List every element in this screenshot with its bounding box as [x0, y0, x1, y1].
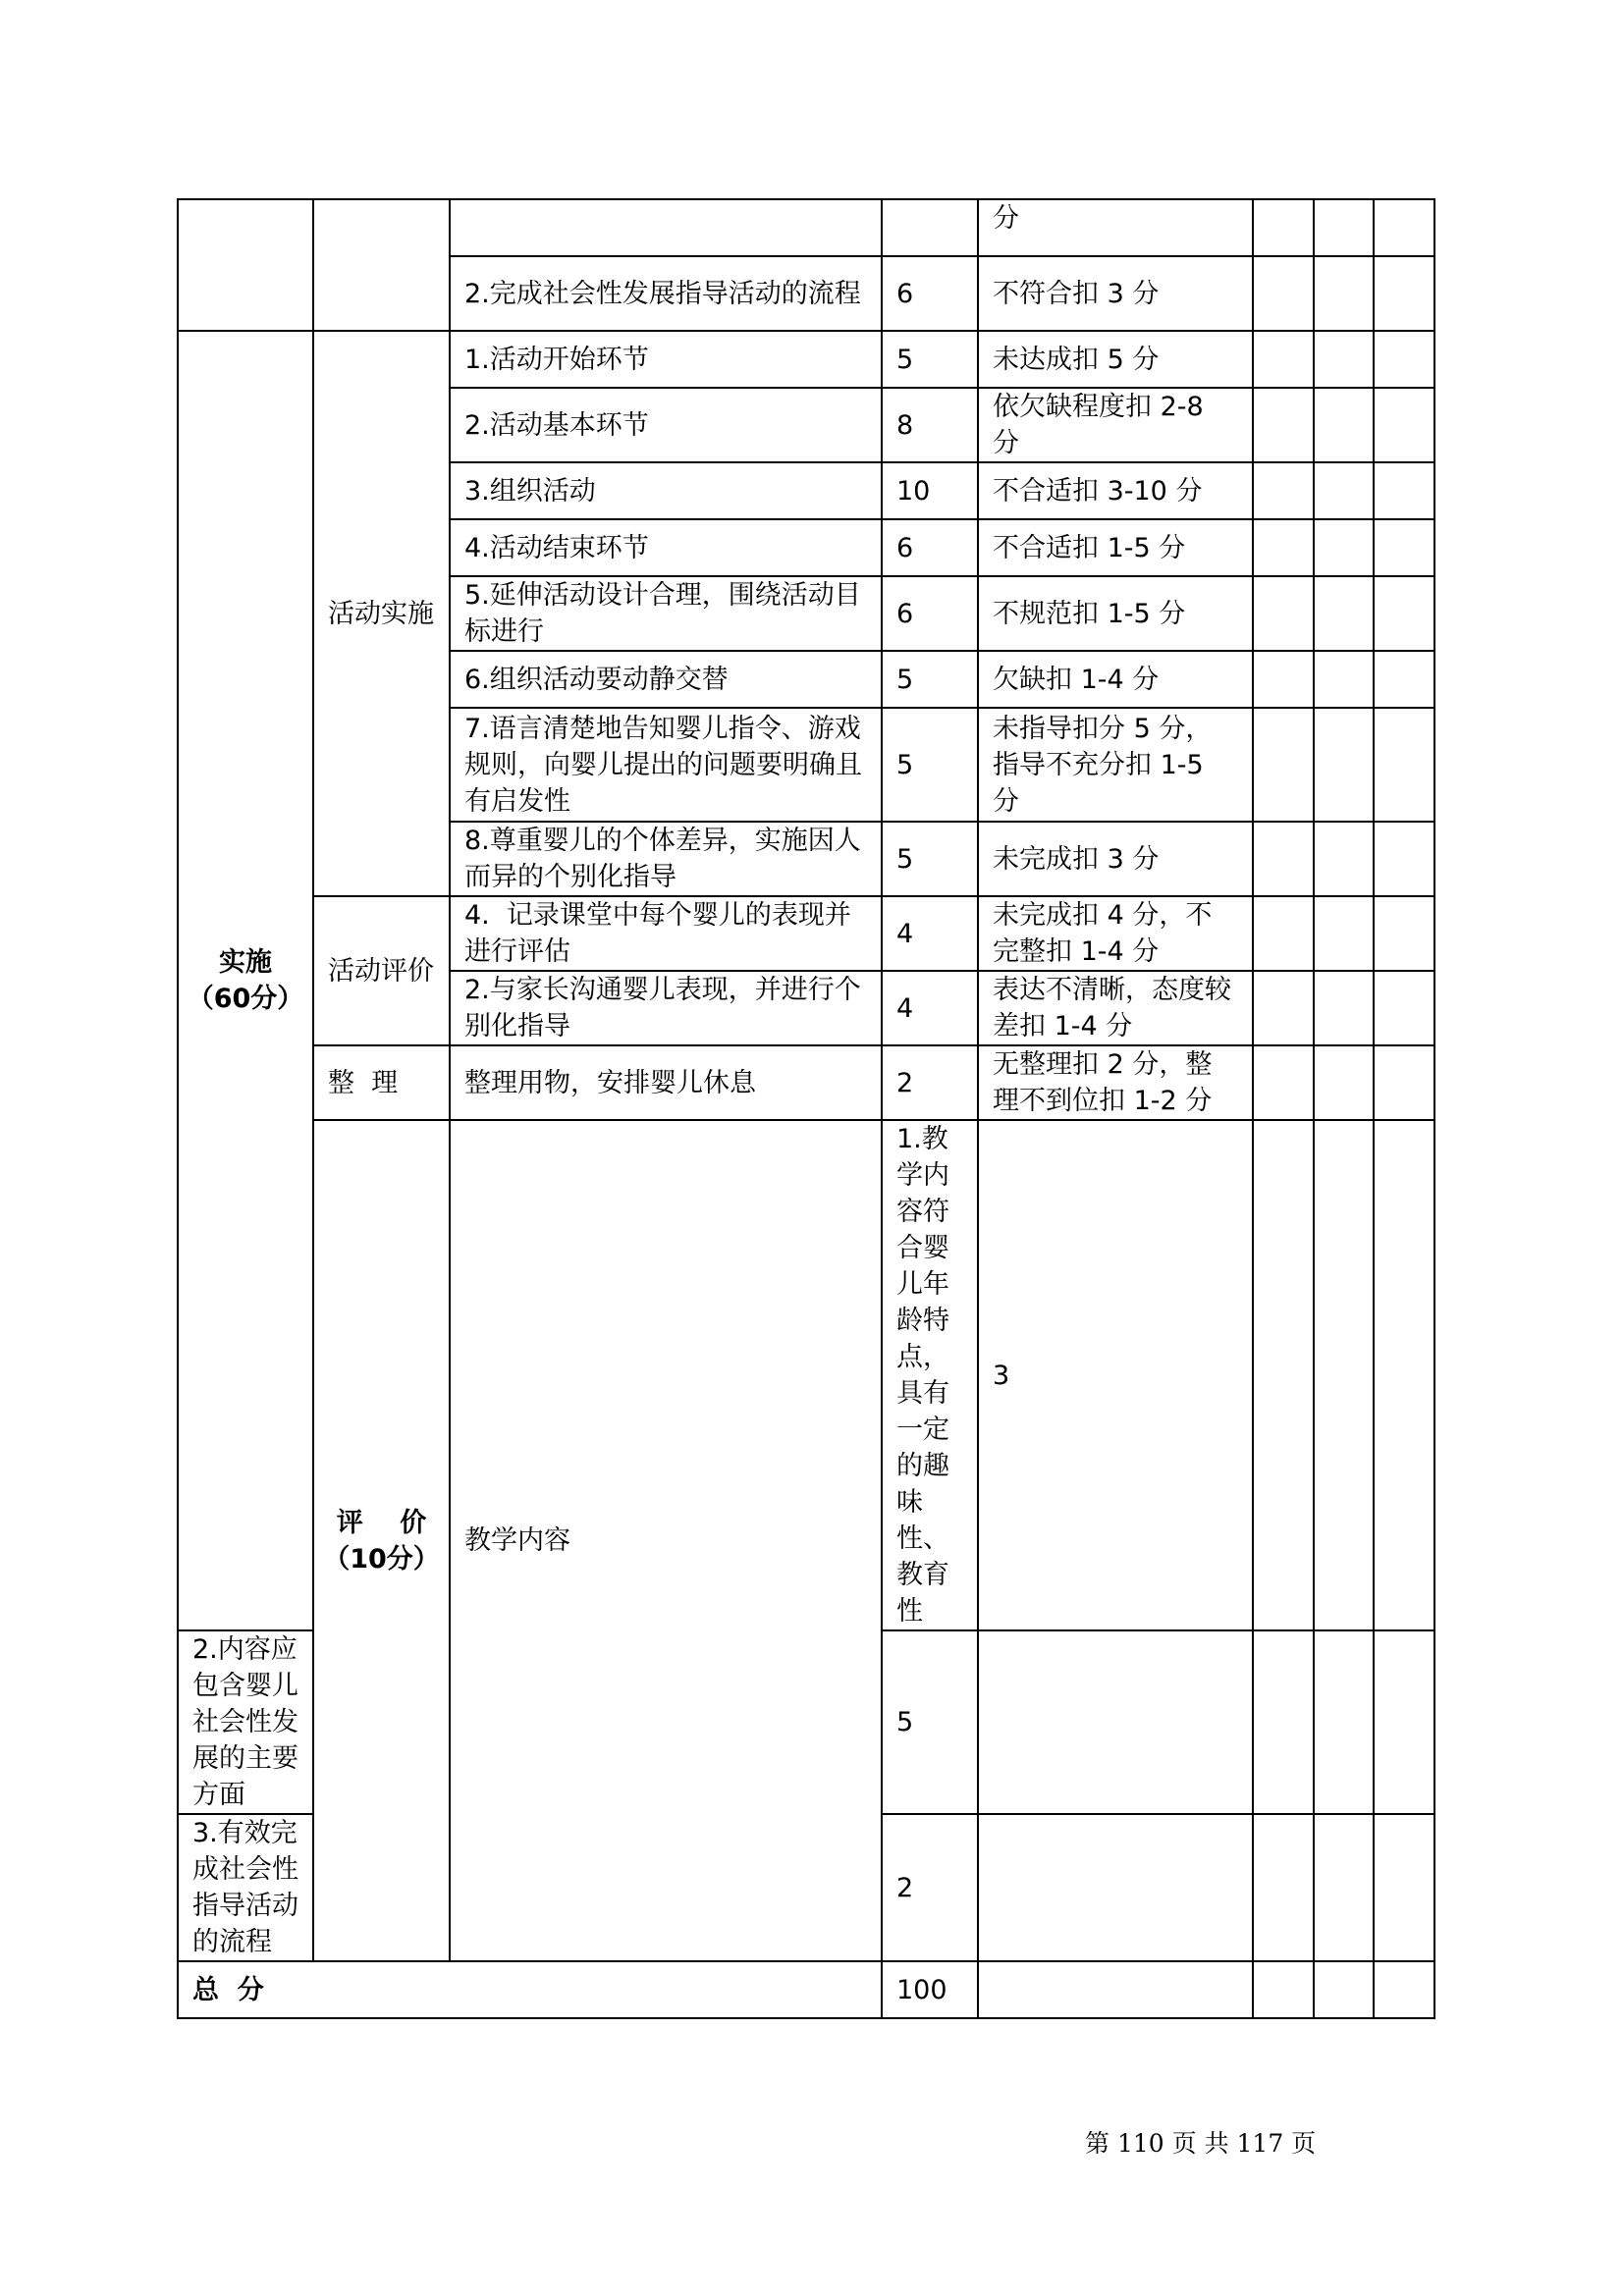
score-cell: 6 [882, 576, 978, 651]
item-cell: 1.活动开始环节 [450, 331, 882, 388]
blank-cell [1314, 462, 1374, 519]
blank-cell [1253, 1045, 1314, 1120]
category-cell-continued [178, 199, 313, 331]
blank-cell [1253, 576, 1314, 651]
score-cell: 2 [882, 1814, 978, 1961]
total-row [178, 1961, 1434, 2018]
blank-cell [1253, 519, 1314, 576]
item-cell: 4. 记录课堂中每个婴儿的表现并进行评估 [450, 896, 882, 971]
blank-cell [1314, 331, 1374, 388]
blank-cell [1374, 1961, 1434, 2018]
item-cell: 8.尊重婴儿的个体差异，实施因人而异的个别化指导 [450, 822, 882, 896]
blank-cell [1374, 1630, 1434, 1814]
blank-cell [1314, 708, 1374, 822]
item-cell: 7.语言清楚地告知婴儿指令、游戏规则，向婴儿提出的问题要明确且有启发性 [450, 708, 882, 822]
blank-cell [1314, 1630, 1374, 1814]
score-cell: 3 [978, 1120, 1253, 1630]
blank-cell [1314, 822, 1374, 896]
total-score: 100 [882, 1961, 978, 2018]
deduction-cell [1253, 1120, 1314, 1630]
item-cell: 2.与家长沟通婴儿表现，并进行个别化指导 [450, 971, 882, 1045]
item-cell: 3.组织活动 [450, 462, 882, 519]
item-cell: 整理用物，安排婴儿休息 [450, 1045, 882, 1120]
blank-cell [1253, 462, 1314, 519]
deduction-cell: 无整理扣 2 分，整理不到位扣 1-2 分 [978, 1045, 1253, 1120]
footer-prefix: 第 [1085, 2129, 1117, 2158]
category-points: （60分） [187, 984, 304, 1014]
deduction-cell: 分 [978, 199, 1253, 256]
score-cell: 5 [882, 331, 978, 388]
table-row [178, 331, 1434, 388]
blank-cell [1314, 971, 1374, 1045]
score-cell: 8 [882, 388, 978, 462]
item-cell: 3.有效完成社会性指导活动的流程 [178, 1814, 313, 1961]
table-row [178, 1120, 1434, 1630]
blank-cell [1374, 971, 1434, 1045]
category-cell-evaluation [313, 1120, 450, 1961]
item-cell: 2.内容应包含婴儿社会性发展的主要方面 [178, 1630, 313, 1814]
blank-cell [1314, 1045, 1374, 1120]
item-cell: 4.活动结束环节 [450, 519, 882, 576]
subcategory-cell-activity-evaluation: 活动评价 [313, 896, 450, 1045]
table-row [178, 1045, 1434, 1120]
deduction-cell: 不合适扣 1-5 分 [978, 519, 1253, 576]
blank-cell [1253, 388, 1314, 462]
blank-cell [1374, 896, 1434, 971]
deduction-cell: 不规范扣 1-5 分 [978, 576, 1253, 651]
category-points: （10分） [323, 1543, 440, 1575]
blank-cell [1253, 822, 1314, 896]
score-cell [882, 199, 978, 256]
subcategory-cell-tidy: 整 理 [313, 1045, 450, 1120]
score-cell: 4 [882, 896, 978, 971]
table-row [178, 896, 1434, 971]
item-cell [450, 199, 882, 256]
blank-cell [1253, 651, 1314, 708]
blank-cell [1374, 519, 1434, 576]
blank-cell [1314, 576, 1374, 651]
blank-cell [1253, 199, 1314, 256]
subcategory-cell-teaching-content: 教学内容 [450, 1120, 882, 1961]
subcategory-cell-continued [313, 199, 450, 331]
blank-cell [1253, 1961, 1314, 2018]
blank-cell [1374, 1120, 1434, 1630]
blank-cell [1253, 1630, 1314, 1814]
category-title: 实施 [219, 947, 272, 978]
footer-page-number: 110 [1116, 2129, 1164, 2158]
blank-cell [1374, 822, 1434, 896]
item-cell: 6.组织活动要动静交替 [450, 651, 882, 708]
blank-cell [1314, 519, 1374, 576]
blank-cell [1374, 256, 1434, 331]
score-cell: 5 [882, 708, 978, 822]
score-cell: 5 [882, 822, 978, 896]
score-cell: 10 [882, 462, 978, 519]
blank-cell [1314, 388, 1374, 462]
footer-suffix: 页 [1283, 2129, 1317, 2158]
blank-cell [1374, 331, 1434, 388]
score-cell: 2 [882, 1045, 978, 1120]
deduction-cell: 不符合扣 3 分 [978, 256, 1253, 331]
blank-cell [1374, 1814, 1434, 1961]
deduction-cell [978, 1630, 1253, 1814]
blank-cell [1253, 256, 1314, 331]
item-cell: 2.活动基本环节 [450, 388, 882, 462]
score-cell: 5 [882, 1630, 978, 1814]
deduction-cell: 未完成扣 4 分，不完整扣 1-4 分 [978, 896, 1253, 971]
page-footer [1085, 2124, 1316, 2160]
item-cell: 2.完成社会性发展指导活动的流程 [450, 256, 882, 331]
blank-cell [1314, 1814, 1374, 1961]
blank-cell [1374, 199, 1434, 256]
category-title: 评 价 [336, 1507, 427, 1538]
blank-cell [1253, 1814, 1314, 1961]
blank-cell [1314, 896, 1374, 971]
blank-cell [1374, 576, 1434, 651]
blank-cell [1253, 896, 1314, 971]
blank-cell [1374, 708, 1434, 822]
subcategory-cell-activity-implementation: 活动实施 [313, 331, 450, 896]
blank-cell [1253, 331, 1314, 388]
blank-cell [978, 1961, 1253, 2018]
deduction-cell: 不合适扣 3-10 分 [978, 462, 1253, 519]
score-cell: 6 [882, 256, 978, 331]
footer-middle: 页 共 [1163, 2129, 1237, 2158]
deduction-cell: 欠缺扣 1-4 分 [978, 651, 1253, 708]
blank-cell [1374, 651, 1434, 708]
total-label: 总 分 [178, 1961, 882, 2018]
deduction-cell: 表达不清晰，态度较差扣 1-4 分 [978, 971, 1253, 1045]
blank-cell [1374, 388, 1434, 462]
blank-cell [1314, 256, 1374, 331]
item-cell: 1.教学内容符合婴儿年龄特点，具有一定的趣味性、教育性 [882, 1120, 978, 1630]
table-row [178, 199, 1434, 256]
blank-cell [1253, 708, 1314, 822]
blank-cell [1374, 1045, 1434, 1120]
deduction-cell: 未达成扣 5 分 [978, 331, 1253, 388]
score-table [177, 198, 1435, 2019]
blank-cell [1314, 651, 1374, 708]
blank-cell [1314, 199, 1374, 256]
deduction-cell [978, 1814, 1253, 1961]
deduction-cell: 未指导扣分 5 分，指导不充分扣 1-5 分 [978, 708, 1253, 822]
score-cell: 6 [882, 519, 978, 576]
score-cell: 5 [882, 651, 978, 708]
blank-cell [1314, 1120, 1374, 1630]
deduction-cell: 依欠缺程度扣 2-8 分 [978, 388, 1253, 462]
blank-cell [1253, 971, 1314, 1045]
deduction-cell: 未完成扣 3 分 [978, 822, 1253, 896]
category-cell-implementation [178, 331, 313, 1630]
footer-total-pages: 117 [1236, 2129, 1284, 2158]
score-cell: 4 [882, 971, 978, 1045]
blank-cell [1374, 462, 1434, 519]
blank-cell [1314, 1961, 1374, 2018]
item-cell: 5.延伸活动设计合理，围绕活动目标进行 [450, 576, 882, 651]
